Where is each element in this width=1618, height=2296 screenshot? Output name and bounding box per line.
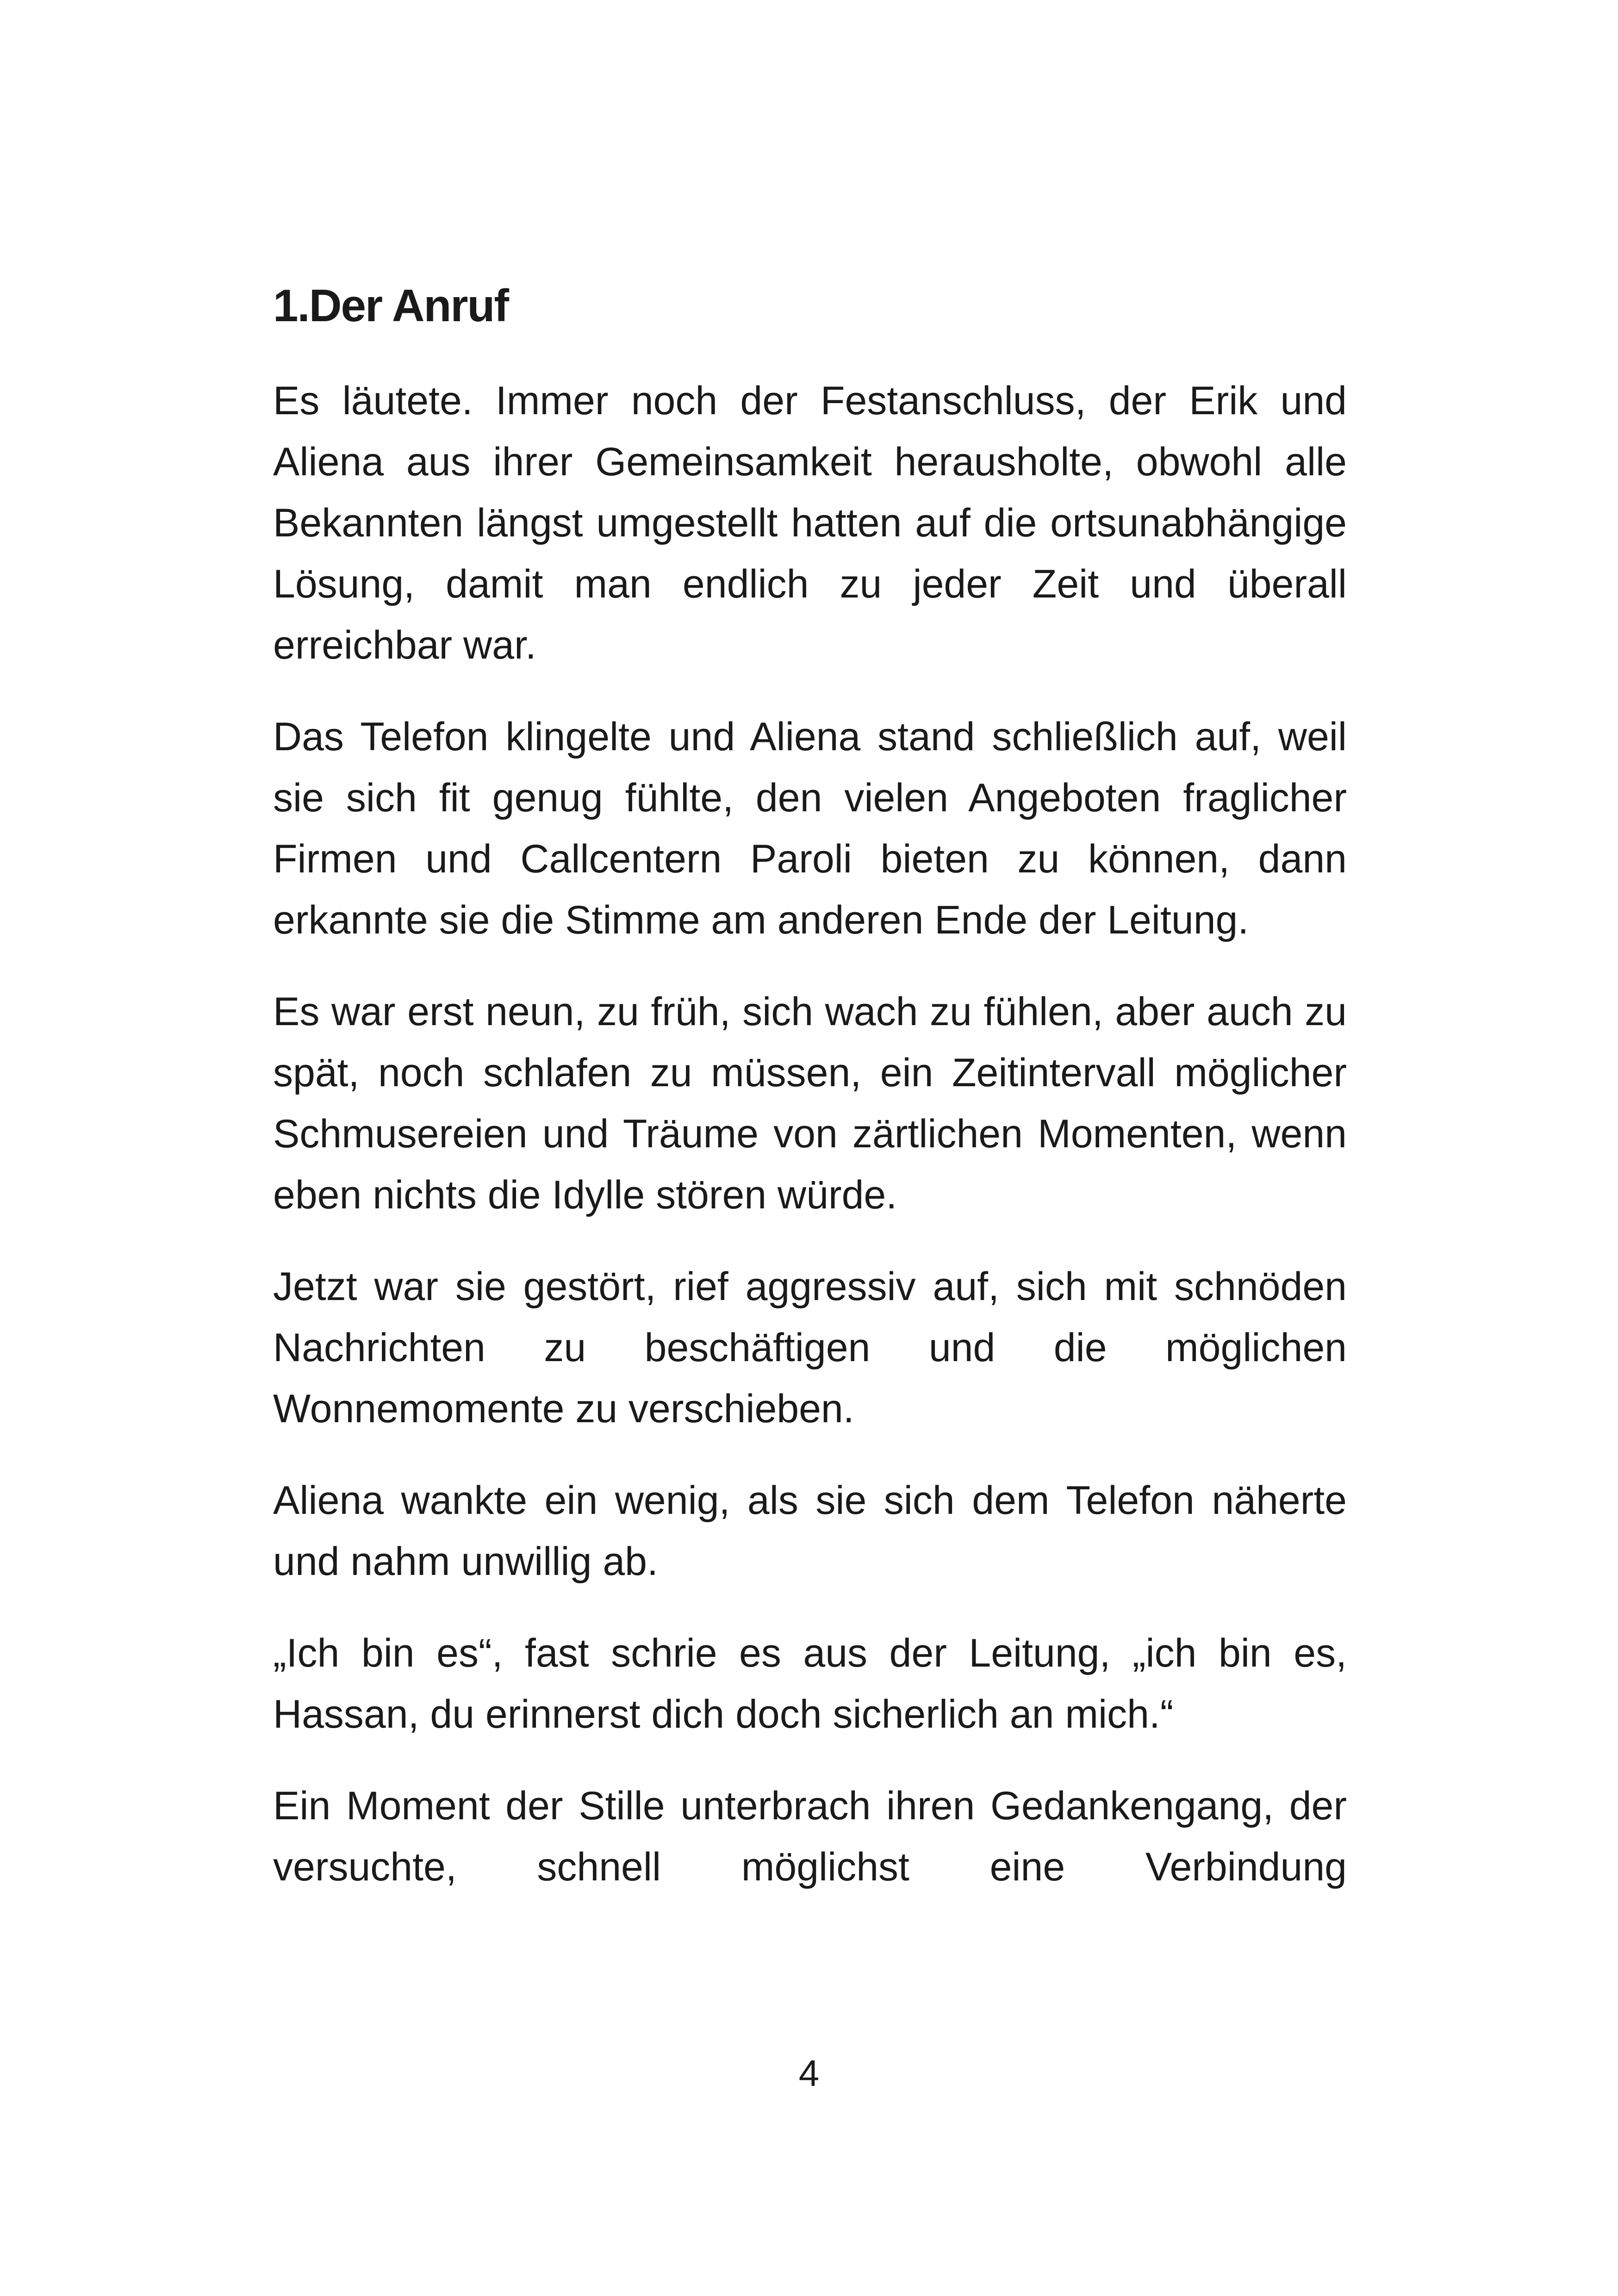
paragraph: Es war erst neun, zu früh, sich wach zu fühlen, aber auch zu spät, noch schlafen zu müssen, ein Zeitintervall möglicher Schmusereien und Träume von zärtlichen Momenten, wenn eben nichts die Idylle stören würde. <box>273 989 1347 1217</box>
page-content <box>273 273 1347 1928</box>
chapter-title: 1.Der Anruf <box>273 280 509 331</box>
paragraph: Jetzt war sie gestört, rief aggressiv auf, sich mit schnöden Nachrichten zu beschäftigen und die möglichen Wonnemomente zu verschieben. <box>273 1264 1347 1431</box>
paragraph: Das Telefon klingelte und Aliena stand schließlich auf, weil sie sich fit genug fühlte, den vielen Angeboten fraglicher Firmen und Callcentern Paroli bieten zu können, dann erkannte sie die Stimme am anderen Ende der Leitung. <box>273 715 1347 942</box>
paragraph: Ein Moment der Stille unterbrach ihren Gedankengang, der versuchte, schnell möglichst eine Verbindung <box>273 1784 1347 1889</box>
paragraph: Aliena wankte ein wenig, als sie sich dem Telefon näherte und nahm unwillig ab. <box>273 1478 1347 1584</box>
paragraph: Es läutete. Immer noch der Festanschluss, der Erik und Aliena aus ihrer Gemeinsamkeit herausholte, obwohl alle Bekannten längst umgestellt hatten auf die ortsunabhängige Lösung, damit man endlich zu jeder Zeit und überall erreichbar war. <box>273 379 1347 667</box>
page-number: 4 <box>798 2053 820 2094</box>
paragraph: „Ich bin es“, fast schrie es aus der Leitung, „ich bin es, Hassan, du erinnerst dich doch sicherlich an mich.“ <box>273 1631 1347 1736</box>
